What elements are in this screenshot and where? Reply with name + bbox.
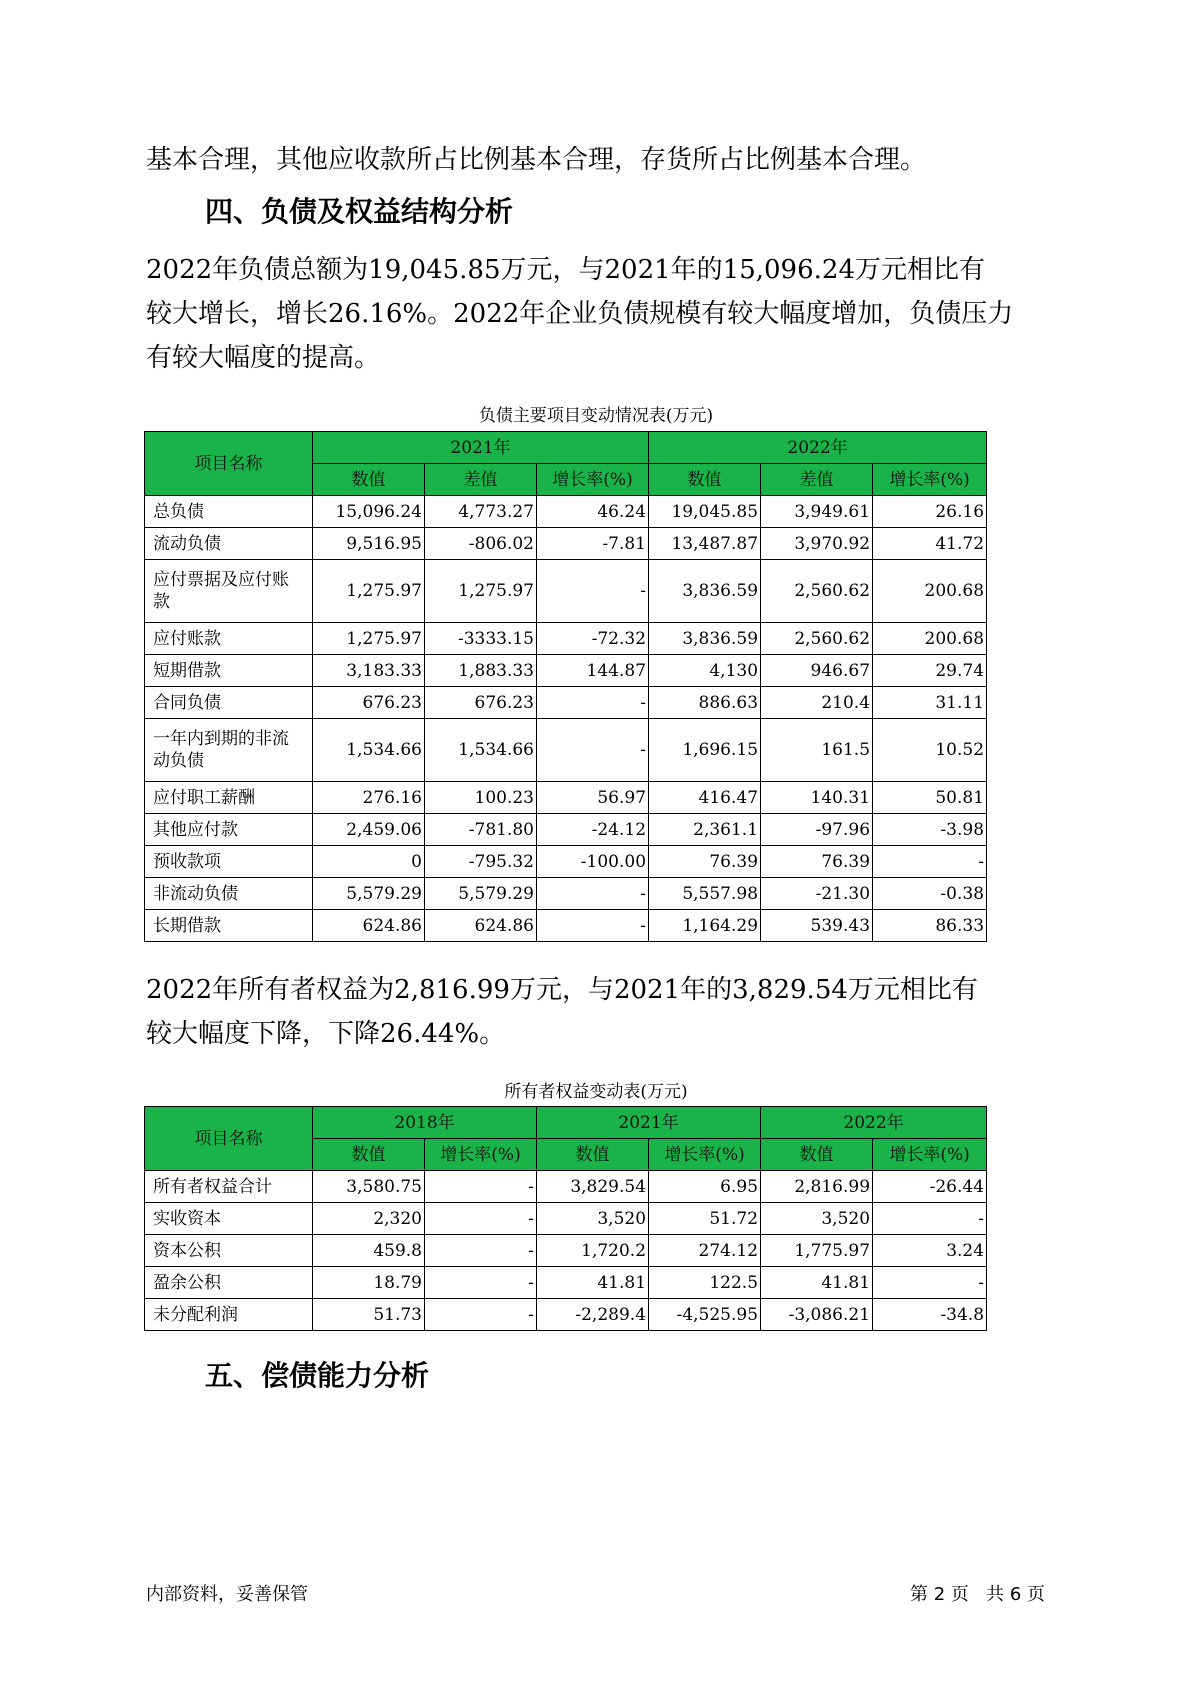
item-name-cell [145, 878, 313, 910]
value-cell: 539.43 [761, 910, 873, 942]
value-cell: 51.72 [649, 1203, 761, 1235]
value-cell: 3,520 [761, 1203, 873, 1235]
value-cell: - [425, 1171, 537, 1203]
value-cell: - [537, 687, 649, 719]
value-cell: 624.86 [313, 910, 425, 942]
paragraph-line: 有较大幅度的提高。 [146, 343, 381, 373]
value-cell: 1,883.33 [425, 655, 537, 687]
item-name-line: 应付职工薪酬 [153, 787, 255, 808]
value-cell: 76.39 [649, 846, 761, 878]
table-row [145, 1171, 987, 1203]
table-row [145, 1299, 987, 1331]
table-row [145, 719, 987, 782]
value-cell: 6.95 [649, 1171, 761, 1203]
value-cell: 3,580.75 [313, 1171, 425, 1203]
value-cell: 50.81 [873, 782, 987, 814]
metric-header: 数值 [313, 1139, 425, 1171]
value-cell: 46.24 [537, 496, 649, 528]
value-cell: 76.39 [761, 846, 873, 878]
value-cell: 29.74 [873, 655, 987, 687]
value-cell: 26.16 [873, 496, 987, 528]
value-cell: 1,164.29 [649, 910, 761, 942]
table-row [145, 1267, 987, 1299]
item-name-cell: 实收资本 [145, 1203, 313, 1235]
value-cell: 1,696.15 [649, 719, 761, 782]
value-cell: 4,130 [649, 655, 761, 687]
value-cell: 946.67 [761, 655, 873, 687]
value-cell: 56.97 [537, 782, 649, 814]
value-cell: - [425, 1203, 537, 1235]
value-cell: 676.23 [425, 687, 537, 719]
value-cell: -806.02 [425, 528, 537, 560]
value-cell: 2,816.99 [761, 1171, 873, 1203]
value-cell: 676.23 [313, 687, 425, 719]
metric-header: 增长率(%) [425, 1139, 537, 1171]
metric-header: 差值 [425, 464, 537, 496]
value-cell: 886.63 [649, 687, 761, 719]
year-header: 2021年 [313, 432, 649, 464]
item-name-cell [145, 782, 313, 814]
item-name-cell [145, 719, 313, 782]
table-row [145, 560, 987, 623]
footer-confidential: 内部资料，妥善保管 [146, 1584, 308, 1605]
item-name-cell [145, 623, 313, 655]
item-name-line: 合同负债 [153, 692, 221, 713]
value-cell: 274.12 [649, 1235, 761, 1267]
value-cell: 1,275.97 [313, 623, 425, 655]
value-cell: 1,275.97 [425, 560, 537, 623]
value-cell: - [537, 910, 649, 942]
table-row [145, 782, 987, 814]
value-cell: - [873, 1203, 987, 1235]
year-header: 2018年 [313, 1107, 537, 1139]
item-name-cell: 所有者权益合计 [145, 1171, 313, 1203]
item-name-line: 长期借款 [153, 915, 221, 936]
item-name-cell [145, 910, 313, 942]
table2-caption: 所有者权益变动表(万元) [504, 1082, 688, 1102]
value-cell: 624.86 [425, 910, 537, 942]
value-cell: 41.72 [873, 528, 987, 560]
item-name-cell: 盈余公积 [145, 1267, 313, 1299]
value-cell: 210.4 [761, 687, 873, 719]
item-name-line: 动负债 [153, 751, 204, 771]
paragraph-line: 2022年负债总额为19,045.85万元，与2021年的15,096.24万元相比有 [146, 255, 985, 285]
metric-header: 数值 [649, 464, 761, 496]
value-cell: - [425, 1267, 537, 1299]
intro-line: 基本合理，其他应收款所占比例基本合理，存货所占比例基本合理。 [146, 145, 927, 175]
table-row [145, 1203, 987, 1235]
value-cell: 3,836.59 [649, 560, 761, 623]
value-cell: 1,275.97 [313, 560, 425, 623]
value-cell: - [425, 1299, 537, 1331]
value-cell: 1,720.2 [537, 1235, 649, 1267]
item-name-line: 应付票据及应付账 [153, 570, 289, 590]
value-cell: 41.81 [537, 1267, 649, 1299]
value-cell: 13,487.87 [649, 528, 761, 560]
table-row [145, 655, 987, 687]
value-cell: 41.81 [761, 1267, 873, 1299]
value-cell: -781.80 [425, 814, 537, 846]
table-row [145, 910, 987, 942]
metric-header: 数值 [761, 1139, 873, 1171]
value-cell: -34.8 [873, 1299, 987, 1331]
item-name-line: 非流动负债 [153, 883, 238, 904]
item-name-header: 项目名称 [145, 432, 313, 496]
metric-header: 增长率(%) [649, 1139, 761, 1171]
value-cell: -21.30 [761, 878, 873, 910]
value-cell: 2,320 [313, 1203, 425, 1235]
equity-paragraph [146, 968, 1046, 1056]
value-cell: - [873, 1267, 987, 1299]
value-cell: 5,557.98 [649, 878, 761, 910]
value-cell: 1,775.97 [761, 1235, 873, 1267]
value-cell: 4,773.27 [425, 496, 537, 528]
value-cell: 3,949.61 [761, 496, 873, 528]
value-cell: -97.96 [761, 814, 873, 846]
metric-header: 增长率(%) [873, 1139, 987, 1171]
header-row-years [145, 432, 987, 464]
value-cell: 416.47 [649, 782, 761, 814]
value-cell: 2,459.06 [313, 814, 425, 846]
value-cell: 10.52 [873, 719, 987, 782]
item-name-cell [145, 560, 313, 623]
value-cell: 276.16 [313, 782, 425, 814]
item-name-line: 应付账款 [153, 628, 221, 649]
value-cell: -2,289.4 [537, 1299, 649, 1331]
value-cell: 51.73 [313, 1299, 425, 1331]
value-cell: -3,086.21 [761, 1299, 873, 1331]
item-name-line: 其他应付款 [153, 819, 238, 840]
item-name-line: 总负债 [153, 501, 204, 522]
value-cell: -26.44 [873, 1171, 987, 1203]
item-name-line: 预收款项 [153, 851, 221, 872]
value-cell: - [425, 1235, 537, 1267]
metric-header: 增长率(%) [873, 464, 987, 496]
year-header: 2021年 [537, 1107, 761, 1139]
metric-header: 差值 [761, 464, 873, 496]
value-cell: 1,534.66 [313, 719, 425, 782]
item-name-cell [145, 814, 313, 846]
value-cell: 19,045.85 [649, 496, 761, 528]
paragraph-line: 较大幅度下降，下降26.44%。 [146, 1019, 506, 1049]
item-name-cell: 未分配利润 [145, 1299, 313, 1331]
year-header: 2022年 [761, 1107, 987, 1139]
value-cell: 31.11 [873, 687, 987, 719]
value-cell: -795.32 [425, 846, 537, 878]
value-cell: -3.98 [873, 814, 987, 846]
footer-page-number: 第 2 页 共 6 页 [910, 1584, 1045, 1605]
value-cell: 18.79 [313, 1267, 425, 1299]
item-name-cell: 资本公积 [145, 1235, 313, 1267]
item-name-cell [145, 496, 313, 528]
section-5-heading: 五、偿债能力分析 [205, 1359, 430, 1392]
item-name-cell [145, 687, 313, 719]
value-cell: 459.8 [313, 1235, 425, 1267]
value-cell: 200.68 [873, 623, 987, 655]
paragraph-line: 较大增长，增长26.16%。2022年企业负债规模有较大幅度增加，负债压力 [146, 299, 1014, 329]
table-row [145, 814, 987, 846]
value-cell: 2,361.1 [649, 814, 761, 846]
value-cell: - [537, 878, 649, 910]
value-cell: - [873, 846, 987, 878]
liability-paragraph [146, 248, 1046, 380]
value-cell: -7.81 [537, 528, 649, 560]
value-cell: 0 [313, 846, 425, 878]
value-cell: -72.32 [537, 623, 649, 655]
value-cell: -4,525.95 [649, 1299, 761, 1331]
table-row [145, 496, 987, 528]
table-row [145, 846, 987, 878]
item-name-line: 流动负债 [153, 533, 221, 554]
value-cell: - [537, 560, 649, 623]
table1-caption: 负债主要项目变动情况表(万元) [478, 406, 714, 426]
value-cell: - [537, 719, 649, 782]
value-cell: 144.87 [537, 655, 649, 687]
value-cell: 5,579.29 [425, 878, 537, 910]
value-cell: 5,579.29 [313, 878, 425, 910]
metric-header: 数值 [313, 464, 425, 496]
table-row [145, 623, 987, 655]
value-cell: 15,096.24 [313, 496, 425, 528]
metric-header: 数值 [537, 1139, 649, 1171]
table-row [145, 878, 987, 910]
table-row [145, 1235, 987, 1267]
value-cell: -100.00 [537, 846, 649, 878]
item-name-cell [145, 846, 313, 878]
item-name-line: 短期借款 [153, 660, 221, 681]
value-cell: 3,829.54 [537, 1171, 649, 1203]
section-4-heading: 四、负债及权益结构分析 [205, 195, 514, 228]
value-cell: -3333.15 [425, 623, 537, 655]
value-cell: 9,516.95 [313, 528, 425, 560]
value-cell: 2,560.62 [761, 560, 873, 623]
item-name-cell [145, 528, 313, 560]
item-name-header: 项目名称 [145, 1107, 313, 1171]
value-cell: 3,520 [537, 1203, 649, 1235]
metric-header: 增长率(%) [537, 464, 649, 496]
item-name-cell [145, 655, 313, 687]
value-cell: 2,560.62 [761, 623, 873, 655]
item-name-line: 一年内到期的非流 [153, 729, 289, 749]
value-cell: -24.12 [537, 814, 649, 846]
value-cell: 1,534.66 [425, 719, 537, 782]
value-cell: 122.5 [649, 1267, 761, 1299]
equity-table [144, 1106, 987, 1331]
value-cell: 3,183.33 [313, 655, 425, 687]
value-cell: 3.24 [873, 1235, 987, 1267]
value-cell: -0.38 [873, 878, 987, 910]
value-cell: 100.23 [425, 782, 537, 814]
value-cell: 3,836.59 [649, 623, 761, 655]
year-header: 2022年 [649, 432, 987, 464]
value-cell: 200.68 [873, 560, 987, 623]
value-cell: 86.33 [873, 910, 987, 942]
table-row [145, 687, 987, 719]
paragraph-line: 2022年所有者权益为2,816.99万元，与2021年的3,829.54万元相比有 [146, 975, 978, 1005]
value-cell: 161.5 [761, 719, 873, 782]
item-name-line: 款 [153, 592, 170, 612]
intro-paragraph [146, 138, 1046, 182]
header-row-years [145, 1107, 987, 1139]
table-row [145, 528, 987, 560]
liability-table [144, 431, 987, 942]
value-cell: 3,970.92 [761, 528, 873, 560]
value-cell: 140.31 [761, 782, 873, 814]
